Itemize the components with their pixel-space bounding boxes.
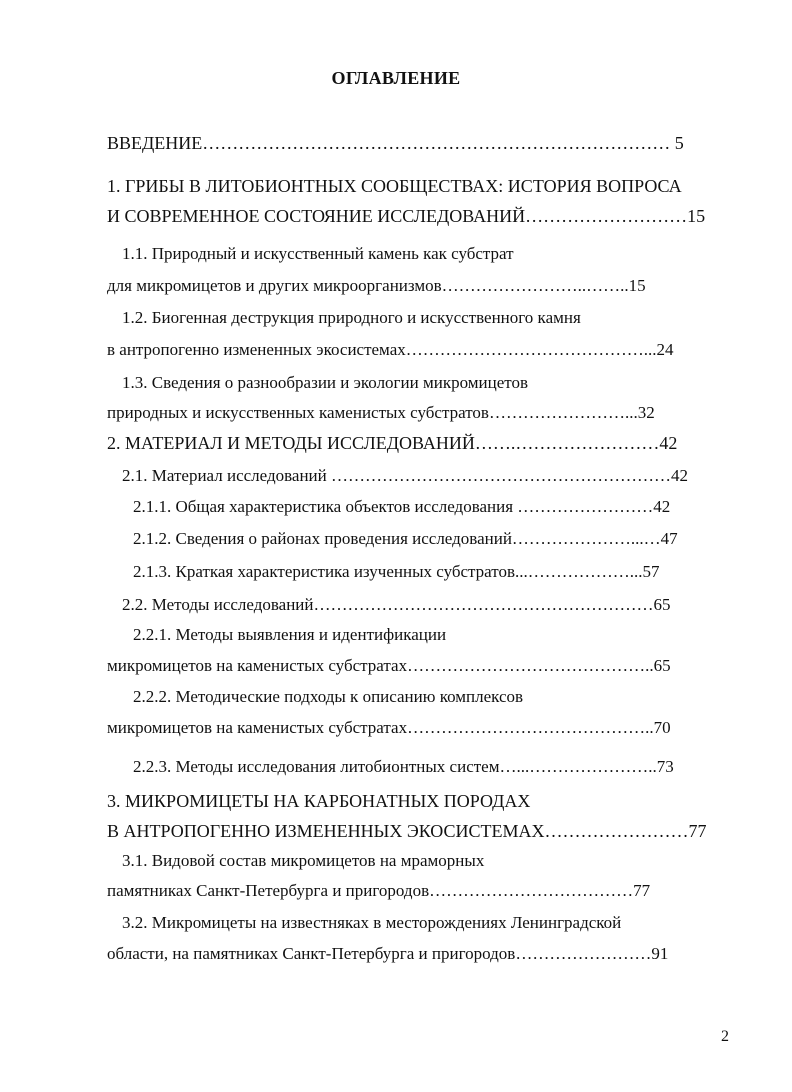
toc-entry-2-2-1-line-1: 2.2.1. Методы выявления и идентификации	[133, 625, 447, 644]
toc-entry-2-2-2-line-1: 2.2.2. Методические подходы к описанию комплексов	[133, 687, 524, 706]
toc-entry-2-1-1: 2.1.1. Общая характеристика объектов исследования ……………………42	[133, 497, 671, 516]
toc-entry-3-1-line-1: 3.1. Видовой состав микромицетов на мраморных	[122, 851, 485, 870]
toc-entry-2-2-2-line-2: микромицетов на каменистых субстратах……………………………………..70	[107, 718, 671, 737]
toc-entry-2-1-2: 2.1.2. Сведения о районах проведения исследований…………………...…47	[133, 529, 678, 548]
toc-entry-chapter-1-line-2: И СОВРЕМЕННОЕ СОСТОЯНИЕ ИССЛЕДОВАНИЙ………………………15	[107, 206, 706, 226]
page-title: ОГЛАВЛЕНИЕ	[331, 68, 461, 88]
toc-entry-introduction: ВВЕДЕНИЕ…………………………………………………………………… 5	[107, 133, 684, 153]
toc-entry-3-2-line-2: области, на памятниках Санкт-Петербурга и пригородов……………………91	[107, 944, 669, 963]
toc-entry-1-1-line-1: 1.1. Природный и искусственный камень как субстрат	[122, 244, 514, 263]
toc-entry-2-2: 2.2. Методы исследований……………………………………………………65	[122, 595, 671, 614]
toc-entry-2-2-1-line-2: микромицетов на каменистых субстратах……………………………………..65	[107, 656, 671, 675]
page-number: 2	[721, 1028, 729, 1045]
toc-entry-chapter-2: 2. МАТЕРИАЛ И МЕТОДЫ ИССЛЕДОВАНИЙ…….……………………42	[107, 433, 678, 453]
toc-entry-2-1-3: 2.1.3. Краткая характеристика изученных субстратов...………………...57	[133, 562, 660, 581]
toc-entry-chapter-3-line-1: 3. МИКРОМИЦЕТЫ НА КАРБОНАТНЫХ ПОРОДАХ	[107, 791, 531, 811]
toc-entry-1-3-line-1: 1.3. Сведения о разнообразии и экологии микромицетов	[122, 373, 528, 392]
toc-entry-chapter-1-line-1: 1. ГРИБЫ В ЛИТОБИОНТНЫХ СООБЩЕСТВАХ: ИСТОРИЯ ВОПРОСА	[107, 176, 682, 196]
toc-entry-1-1-line-2: для микромицетов и других микроорганизмов……………………..……..15	[107, 276, 646, 295]
toc-entry-2-1: 2.1. Материал исследований ……………………………………………………42	[122, 466, 689, 485]
toc-entry-1-2-line-1: 1.2. Биогенная деструкция природного и искусственного камня	[122, 308, 581, 327]
toc-entry-1-2-line-2: в антропогенно измененных экосистемах……………………………………...24	[107, 340, 674, 359]
toc-entry-1-3-line-2: природных и искусственных каменистых субстратов……………………...32	[107, 403, 655, 422]
toc-entry-chapter-3-line-2: В АНТРОПОГЕННО ИЗМЕНЕННЫХ ЭКОСИСТЕМАХ……………………77	[107, 821, 707, 841]
toc-entry-3-1-line-2: памятниках Санкт-Петербурга и пригородов………………………………77	[107, 881, 651, 900]
toc-entry-3-2-line-1: 3.2. Микромицеты на известняках в месторождениях Ленинградской	[122, 913, 622, 932]
toc-entry-2-2-3: 2.2.3. Методы исследования литобионтных систем…...…………………..73	[133, 757, 674, 776]
